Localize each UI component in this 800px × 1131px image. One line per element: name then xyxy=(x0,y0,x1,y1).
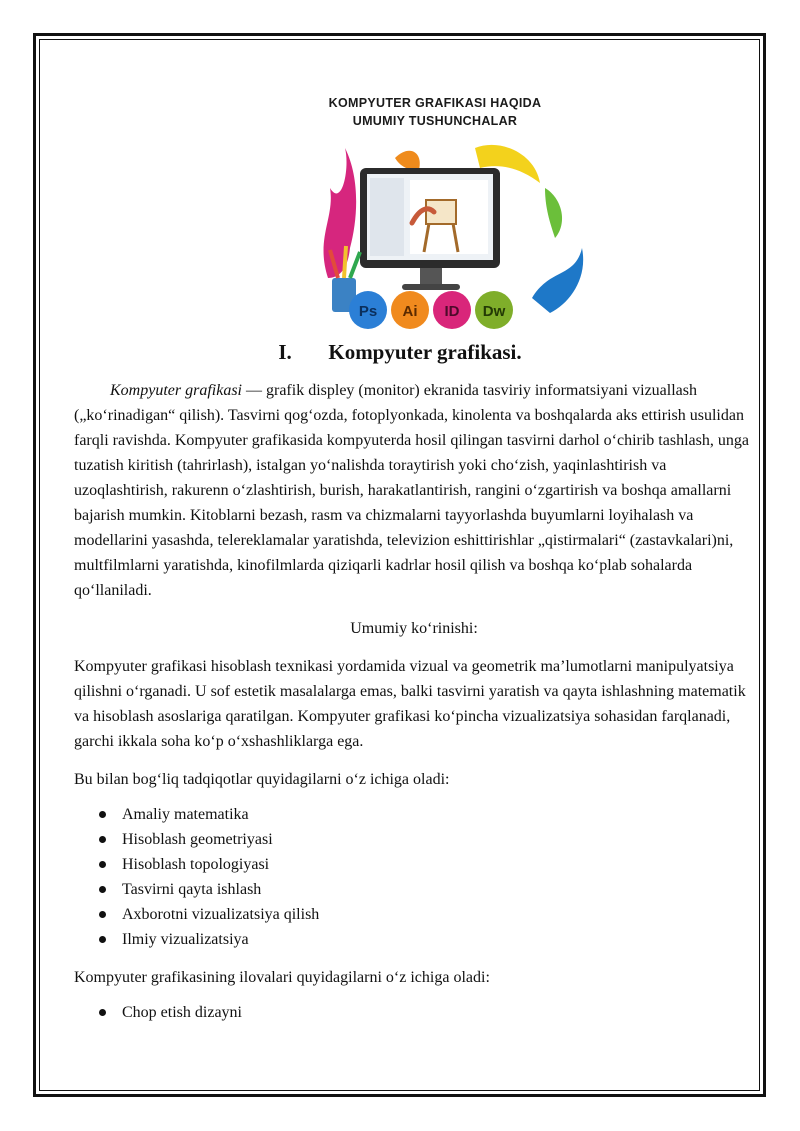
research-list xyxy=(74,802,754,952)
list-item: Hisoblash geometriyasi xyxy=(74,827,754,852)
cover-illustration xyxy=(300,88,590,338)
section-title: Kompyuter grafikasi. xyxy=(328,340,522,364)
intro-paragraph xyxy=(74,378,754,603)
illustrator-icon xyxy=(391,291,429,329)
list-item: Tasvirni qayta ishlash xyxy=(74,877,754,902)
svg-text:ID: ID xyxy=(444,303,460,320)
document-body xyxy=(74,378,754,1025)
photoshop-icon xyxy=(349,291,387,329)
svg-text:Dw: Dw xyxy=(482,303,506,320)
list-item: Chop etish dizayni xyxy=(74,1000,754,1025)
list-item: Hisoblash topologiyasi xyxy=(74,852,754,877)
list-item: Axborotni vizualizatsiya qilish xyxy=(74,902,754,927)
overview-heading: Umumiy ko‘rinishi: xyxy=(350,620,478,637)
section-number: I. xyxy=(278,340,292,364)
overview-paragraph: Kompyuter grafikasi hisoblash texnikasi yordamida vizual va geometrik ma’lumotlarni manipulyatsiya qilishni o‘rganadi. U sof estetik masalalarga emas, balki tasvirni yaratish va qayta ishlashning matematik va hisoblash asoslariga qaratilgan. Kompyuter grafikasi ko‘pincha vizualizatsiya sohasidan farqlanadi, garchi ikkala soha ko‘p o‘xshashliklarga ega. xyxy=(74,658,746,750)
svg-text:Ai: Ai xyxy=(402,303,418,320)
research-intro: Bu bilan bog‘liq tadqiqotlar quyidagilarni o‘z ichiga oladi: xyxy=(74,771,450,788)
illustration-title-line1: KOMPYUTER GRAFIKASI HAQIDA xyxy=(328,96,542,110)
intro-text: — grafik displey (monitor) ekranida tasviriy informatsiyani vizuallash („ko‘rinadigan“ qilish). Tasvirni qog‘ozda, fotoplyonkada, kinolenta va boshqalarda aks ettirish usulidan farqli ravishda. Kompyuter grafikasida kompyuterda hosil qilingan tasvirni darhol o‘chirib tashlash, unga tuzatish kiritish (tahrirlash), istalgan yo‘nalishda toraytirish yoki cho‘zish, yaqinlashtirish va uzoqlashtirish, rakurenn o‘zlashtirish, burish, harakatlantirish, rangini o‘zgartirish va boshqa amallarni bajarish mumkin. Kitoblarni bezash, rasm va chizmalarni tayyorlashda buyumlarni loyihalash va modellarini yasashda, telereklamalar yaratishda, televizion eshittirishlar „qistirmalari“ (zastavkalari)ni, multfilmlarni yaratishda, kinofilmlarda qiziqarli kadrlar hosil qilish va boshqa ko‘plab sohalarda qo‘llaniladi. xyxy=(74,382,749,599)
computer-monitor-illustration xyxy=(300,128,590,338)
illustration-title-line2: UMUMIY TUSHUNCHALAR xyxy=(352,114,518,128)
svg-text:Ps: Ps xyxy=(358,303,378,320)
list-item: Amaliy matematika xyxy=(74,802,754,827)
illustration-title xyxy=(300,94,570,130)
list-item: Ilmiy vizualizatsiya xyxy=(74,927,754,952)
applications-list xyxy=(74,1000,754,1025)
dreamweaver-icon xyxy=(475,291,513,329)
intro-term: Kompyuter grafikasi xyxy=(110,382,242,399)
applications-intro: Kompyuter grafikasining ilovalari quyidagilarni o‘z ichiga oladi: xyxy=(74,969,490,986)
section-heading xyxy=(0,340,800,365)
indesign-icon xyxy=(433,291,471,329)
